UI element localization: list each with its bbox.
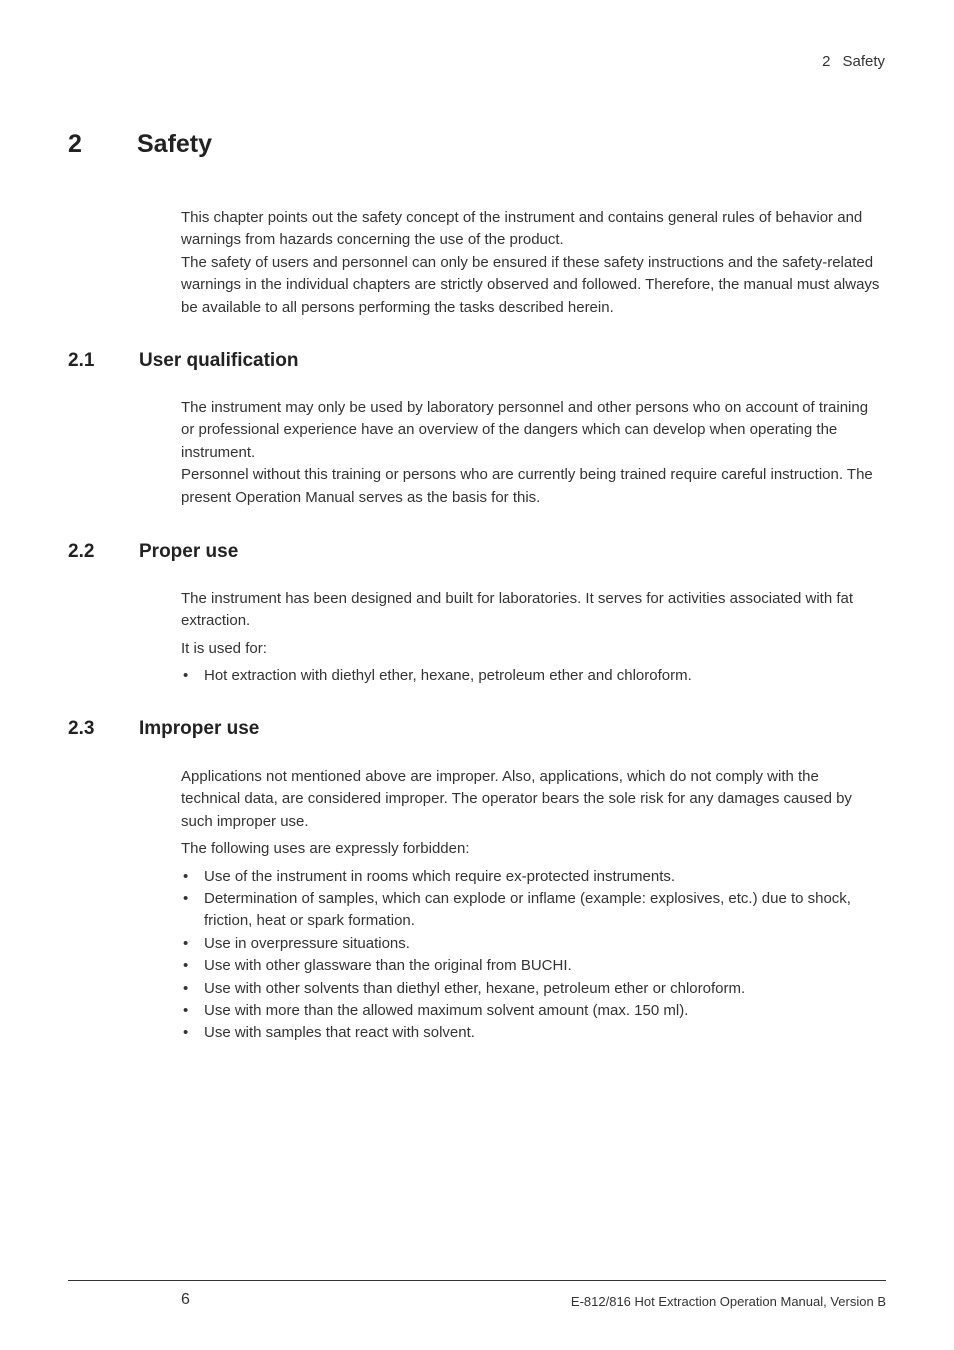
list-item: • Hot extraction with diethyl ether, hexane, petroleum ether and chloroform. xyxy=(181,665,881,687)
paragraph: Personnel without this training or persons who are currently being trained require careful instruction. The present Operation Manual serves as the basis for this. xyxy=(181,466,873,506)
section-body-improper-use xyxy=(181,766,881,1045)
list-item: • Use in overpressure situations. xyxy=(181,933,881,955)
bullet-list xyxy=(181,866,881,1045)
list-item: • Use with more than the allowed maximum solvent amount (max. 150 ml). xyxy=(181,1000,881,1022)
list-item: • Use with other solvents than diethyl ether, hexane, petroleum ether or chloroform. xyxy=(181,978,881,1000)
section-title-text: Proper use xyxy=(139,541,239,562)
section-title-improper-use xyxy=(68,718,259,740)
section-body-user-qualification xyxy=(181,397,881,509)
page-number: 6 xyxy=(181,1291,190,1308)
paragraph: The instrument may only be used by laboratory personnel and other persons who on account of training or professional experience have an overview of the dangers which can develop when operating the instrument. xyxy=(181,399,869,461)
chapter-intro xyxy=(181,207,881,319)
chapter-title xyxy=(68,130,212,159)
paragraph: It is used for: xyxy=(181,639,267,657)
paragraph: The following uses are expressly forbidden: xyxy=(181,840,470,858)
paragraph: The safety of users and personnel can only be ensured if these safety instructions and the safety-related warnings in the individual chapters are strictly observed and followed. Therefore, the manual must always be available to all persons performing the tasks described herein. xyxy=(181,253,880,316)
running-header-chapter-name: Safety xyxy=(842,53,885,70)
footer-divider xyxy=(68,1280,886,1281)
footer-document-title: E-812/816 Hot Extraction Operation Manual, Version B xyxy=(570,1294,886,1309)
list-item: • Use with other glassware than the original from BUCHI. xyxy=(181,955,881,977)
section-number: 2.2 xyxy=(68,541,95,562)
section-title-proper-use xyxy=(68,541,238,563)
section-title-text: User qualification xyxy=(139,350,299,371)
section-title-text: Improper use xyxy=(139,718,260,739)
running-header xyxy=(822,53,885,70)
section-title-user-qualification xyxy=(68,350,298,372)
list-item: • Determination of samples, which can explode or inflame (example: explosives, etc.) due to shock, friction, heat or spark formation. xyxy=(181,888,881,933)
section-body-proper-use xyxy=(181,588,881,688)
section-number: 2.3 xyxy=(68,718,95,739)
chapter-title-text: Safety xyxy=(137,130,213,158)
chapter-number: 2 xyxy=(68,130,82,158)
paragraph: Applications not mentioned above are improper. Also, applications, which do not comply with the technical data, are considered improper. The operator bears the sole risk for any damages caused by such improper use. xyxy=(181,768,852,830)
bullet-list xyxy=(181,665,881,687)
paragraph: The instrument has been designed and built for laboratories. It serves for activities associated with fat extraction. xyxy=(181,590,854,630)
running-header-chapter-number: 2 xyxy=(822,53,831,70)
section-number: 2.1 xyxy=(68,350,95,371)
paragraph: This chapter points out the safety concept of the instrument and contains general rules of behavior and warnings from hazards concerning the use of the product. xyxy=(181,209,863,249)
list-item: • Use with samples that react with solvent. xyxy=(181,1022,881,1044)
list-item: • Use of the instrument in rooms which require ex-protected instruments. xyxy=(181,866,881,888)
